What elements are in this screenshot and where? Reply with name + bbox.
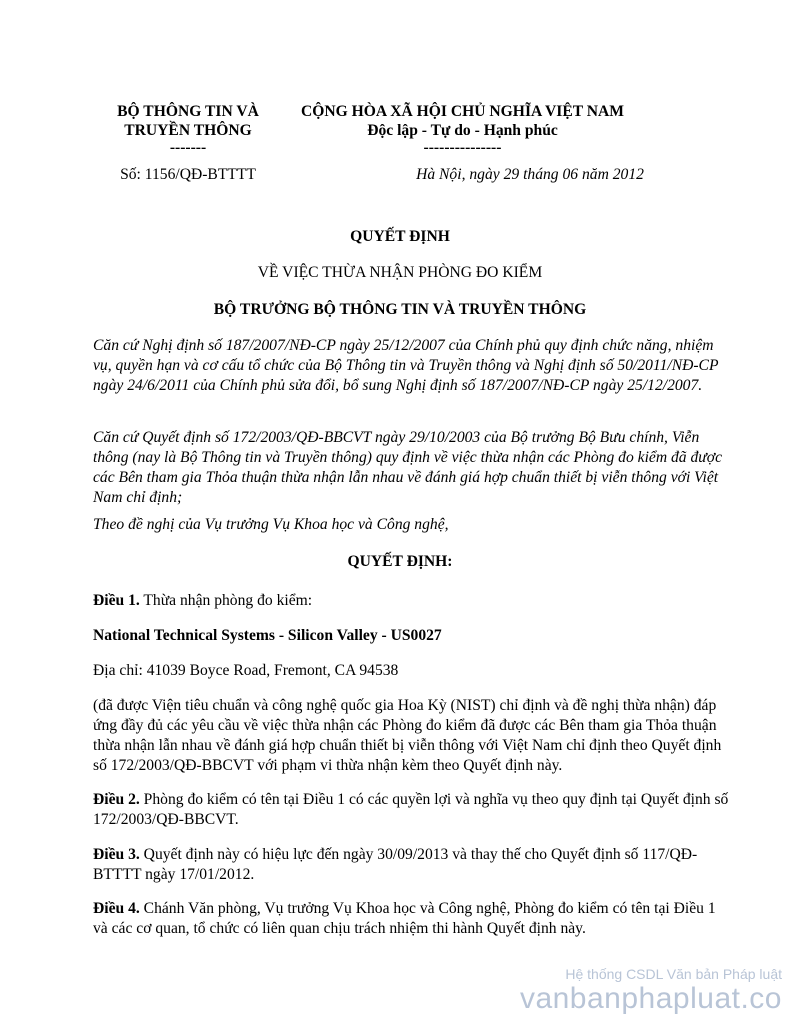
- republic-title: CỘNG HÒA XÃ HỘI CHỦ NGHĨA VIỆT NAM: [300, 103, 625, 120]
- article-1-text: Thừa nhận phòng đo kiểm:: [139, 592, 313, 609]
- issuing-authority: BỘ TRƯỞNG BỘ THÔNG TIN VÀ TRUYỀN THÔNG: [213, 301, 587, 318]
- article-1-note: (đã được Viện tiêu chuẩn và công nghệ quốc gia Hoa Kỳ (NIST) chỉ định và đề nghị thừa nhận) đáp ứng đầy đủ các yêu cầu về việc thừa nhận các Phòng đo kiểm đã được các Bên tham gia Thỏa thuận thừa nhận lẫn nhau về đánh giá hợp chuẩn thiết bị viễn thông với Việt Nam chỉ định theo Quyết định số 172/2003/QĐ-BBCVT với phạm vi thừa nhận kèm theo Quyết định này.: [93, 697, 722, 774]
- national-motto: Độc lập - Tự do - Hạnh phúc: [367, 122, 558, 139]
- decision-subject: VỀ VIỆC THỪA NHẬN PHÒNG ĐO KIỂM: [257, 264, 543, 281]
- article-2-text: Phòng đo kiểm có tên tại Điều 1 có các quyền lợi và nghĩa vụ theo quy định tại Quyết định số 172/2003/QĐ-BBCVT.: [93, 791, 729, 828]
- article-4-label: Điều 4.: [93, 900, 140, 917]
- article-1: [93, 591, 733, 611]
- article-4-text: Chánh Văn phòng, Vụ trưởng Vụ Khoa học và Công nghệ, Phòng đo kiểm có tên tại Điều 1 và các cơ quan, tổ chức có liên quan chịu trách nhiệm thi hành Quyết định này.: [93, 900, 716, 937]
- article-3-text: Quyết định này có hiệu lực đến ngày 30/09/2013 và thay thế cho Quyết định số 117/QĐ-BTTTT ngày 17/01/2012.: [93, 846, 698, 883]
- lab-name: National Technical Systems - Silicon Valley - US0027: [93, 627, 442, 644]
- motto-separator: ---------------: [423, 139, 502, 156]
- ministry-name-line2: TRUYỀN THÔNG: [124, 122, 252, 139]
- decision-title: QUYẾT ĐỊNH: [350, 228, 450, 245]
- article-3: [93, 845, 733, 885]
- document-number: Số: 1156/QĐ-BTTTT: [120, 166, 256, 183]
- preamble-paragraph-3: Theo đề nghị của Vụ trưởng Vụ Khoa học và Công nghệ,: [93, 516, 449, 533]
- article-2-label: Điều 2.: [93, 791, 140, 808]
- preamble-paragraph-1: Căn cứ Nghị định số 187/2007/NĐ-CP ngày 25/12/2007 của Chính phủ quy định chức năng, nhiệm vụ, quyền hạn và cơ cấu tổ chức của Bộ Thông tin và Truyền thông và Nghị định số 50/2011/NĐ-CP ngày 24/6/2011 của Chính phủ sửa đổi, bổ sung Nghị định số 187/2007/NĐ-CP ngày 25/12/2007.: [93, 337, 719, 394]
- article-2: [93, 790, 733, 830]
- article-3-label: Điều 3.: [93, 846, 140, 863]
- ministry-separator: -------: [169, 139, 207, 156]
- watermark-line1: Hệ thống CSDL Văn bản Pháp luật: [565, 966, 782, 982]
- ministry-name-line1: BỘ THÔNG TIN VÀ: [117, 103, 259, 120]
- lab-address: Địa chỉ: 41039 Boyce Road, Fremont, CA 94538: [93, 662, 399, 679]
- article-1-label: Điều 1.: [93, 592, 140, 609]
- watermark-site: vanbanphapluat.co: [519, 982, 782, 1015]
- article-4: [93, 899, 733, 939]
- decides-heading: QUYẾT ĐỊNH:: [347, 553, 453, 570]
- place-and-date: Hà Nội, ngày 29 tháng 06 năm 2012: [416, 166, 644, 183]
- preamble-paragraph-2: Căn cứ Quyết định số 172/2003/QĐ-BBCVT ngày 29/10/2003 của Bộ trưởng Bộ Bưu chính, Viễn thông (nay là Bộ Thông tin và Truyền thông) quy định về việc thừa nhận các Phòng đo kiểm đã được các Bên tham gia Thỏa thuận thừa nhận lẫn nhau về đánh giá hợp chuẩn thiết bị viễn thông với Việt Nam chỉ định;: [93, 429, 723, 506]
